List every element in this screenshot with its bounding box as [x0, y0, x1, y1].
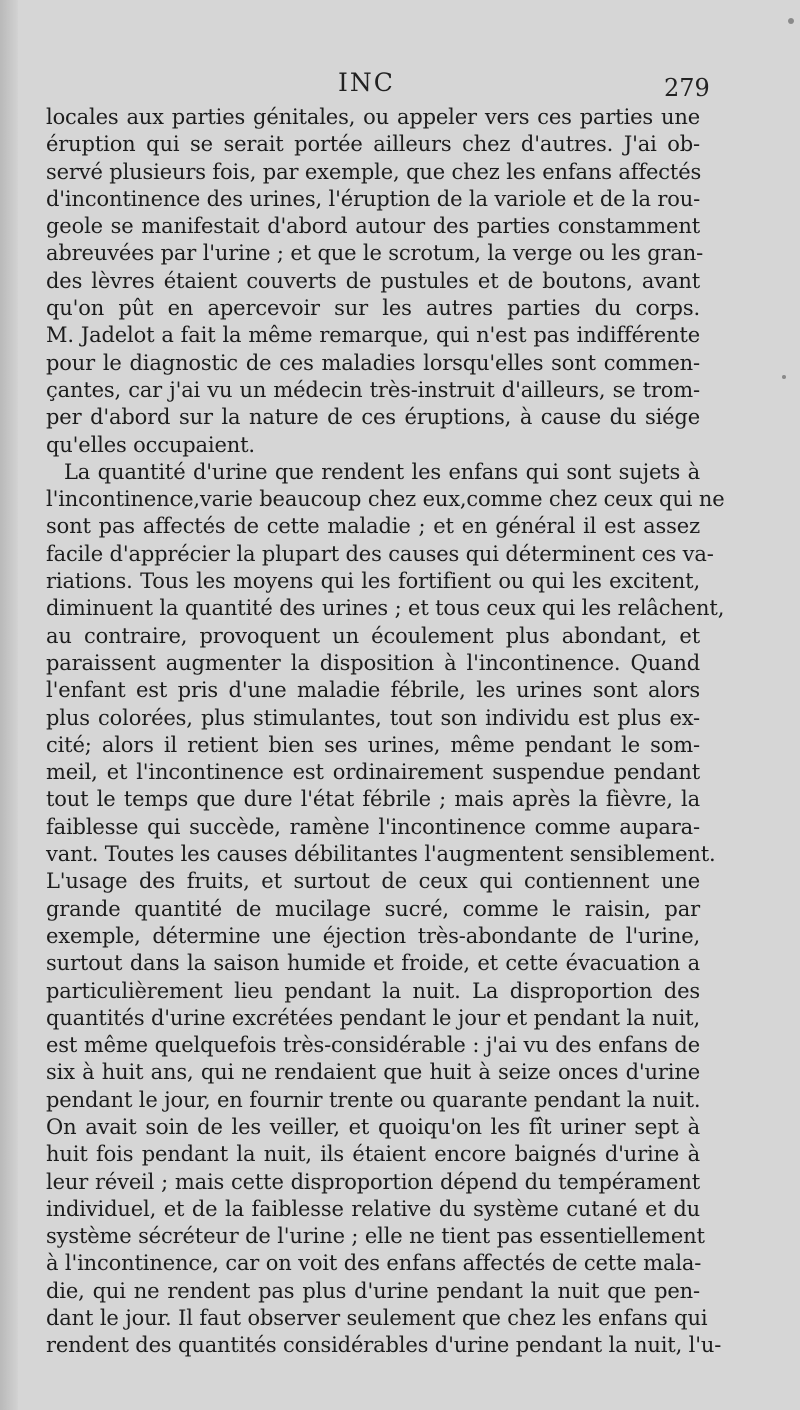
text-line: dant le jour. Il faut observer seulement que chez les enfans qui: [46, 1306, 708, 1331]
text-line: plus colorées, plus stimulantes, tout son individu est plus ex-: [46, 705, 700, 730]
text-line: abreuvées par l'urine ; et que le scrotum, la verge ou les gran-: [46, 241, 704, 266]
text-line: çantes, car j'ai vu un médecin très-instruit d'ailleurs, se trom-: [46, 377, 700, 402]
text-line: L'usage des fruits, et surtout de ceux qui contiennent une: [46, 869, 700, 894]
text-line: geole se manifestait d'abord autour des parties constamment: [46, 214, 700, 239]
text-line: die, qui ne rendent pas plus d'urine pendant la nuit que pen-: [46, 1278, 700, 1303]
text-line: six à huit ans, qui ne rendaient que huit à seize onces d'urine: [46, 1060, 700, 1085]
text-line: au contraire, provoquent un écoulement plus abondant, et: [46, 623, 700, 648]
page-number: 279: [664, 74, 710, 102]
text-line: riations. Tous les moyens qui les fortifient ou qui les excitent,: [46, 569, 700, 594]
text-line: qu'elles occupaient.: [46, 432, 255, 457]
text-line: locales aux parties génitales, ou appeler vers ces parties une: [46, 105, 700, 129]
text-line: des lèvres étaient couverts de pustules et de boutons, avant: [46, 268, 700, 293]
text-line: exemple, détermine une éjection très-abondante de l'urine,: [46, 923, 700, 948]
paragraph: [46, 459, 725, 1360]
text-line: diminuent la quantité des urines ; et tous ceux qui les relâchent,: [46, 596, 725, 621]
text-line: quantités d'urine excrétées pendant le jour et pendant la nuit,: [46, 1005, 700, 1030]
text-line: M. Jadelot a fait la même remarque, qui n'est pas indifférente: [46, 323, 700, 348]
text-line: particulièrement lieu pendant la nuit. La disproportion des: [46, 978, 700, 1003]
body-text: [46, 104, 725, 1360]
text-line: éruption qui se serait portée ailleurs chez d'autres. J'ai ob-: [46, 132, 700, 157]
page-spine-shadow: [0, 0, 18, 1410]
paper-speck: [788, 18, 794, 24]
text-line: surtout dans la saison humide et froide, et cette évacuation a: [46, 951, 700, 976]
text-line: d'incontinence des urines, l'éruption de la variole et de la rou-: [46, 186, 701, 211]
text-line: huit fois pendant la nuit, ils étaient encore baignés d'urine à: [46, 1142, 700, 1167]
text-line: l'incontinence,varie beaucoup chez eux,comme chez ceux qui ne: [46, 487, 725, 512]
text-line: à l'incontinence, car on voit des enfans affectés de cette mala-: [46, 1251, 702, 1276]
text-line: qu'on pût en apercevoir sur les autres parties du corps.: [46, 296, 700, 321]
text-line: faiblesse qui succède, ramène l'incontinence comme aupara-: [46, 814, 700, 839]
text-line: pour le diagnostic de ces maladies lorsqu'elles sont commen-: [46, 350, 700, 375]
text-line: l'enfant est pris d'une maladie fébrile, les urines sont alors: [46, 678, 700, 703]
paragraph: [46, 104, 704, 459]
text-line: paraissent augmenter la disposition à l'incontinence. Quand: [46, 650, 700, 675]
text-line: est même quelquefois très-considérable : j'ai vu des enfans de: [46, 1033, 700, 1058]
running-head: INC: [338, 68, 395, 97]
paper-speck: [782, 375, 786, 379]
text-line: système sécréteur de l'urine ; elle ne tient pas essentiellement: [46, 1224, 705, 1249]
text-line: On avait soin de les veiller, et quoiqu'on les fît uriner sept à: [46, 1114, 700, 1139]
text-line: individuel, et de la faiblesse relative du système cutané et du: [46, 1196, 700, 1221]
text-line: facile d'apprécier la plupart des causes qui déterminent ces va-: [46, 541, 714, 566]
text-line: La quantité d'urine que rendent les enfans qui sont sujets à: [64, 459, 700, 484]
text-line: pendant le jour, en fournir trente ou quarante pendant la nuit.: [46, 1087, 701, 1112]
text-line: cité; alors il retient bien ses urines, même pendant le som-: [46, 732, 700, 757]
text-line: servé plusieurs fois, par exemple, que chez les enfans affectés: [46, 159, 702, 184]
text-line: rendent des quantités considérables d'urine pendant la nuit, l'u-: [46, 1333, 722, 1358]
text-line: leur réveil ; mais cette disproportion dépend du tempérament: [46, 1169, 700, 1194]
text-line: per d'abord sur la nature de ces éruptions, à cause du siége: [46, 405, 700, 430]
text-line: meil, et l'incontinence est ordinairement suspendue pendant: [46, 760, 700, 785]
text-line: grande quantité de mucilage sucré, comme le raisin, par: [46, 896, 700, 921]
text-line: tout le temps que dure l'état fébrile ; mais après la fièvre, la: [46, 787, 700, 812]
text-line: vant. Toutes les causes débilitantes l'augmentent sensiblement.: [46, 842, 716, 867]
text-line: sont pas affectés de cette maladie ; et en général il est assez: [46, 514, 700, 539]
page-header: [0, 68, 800, 108]
